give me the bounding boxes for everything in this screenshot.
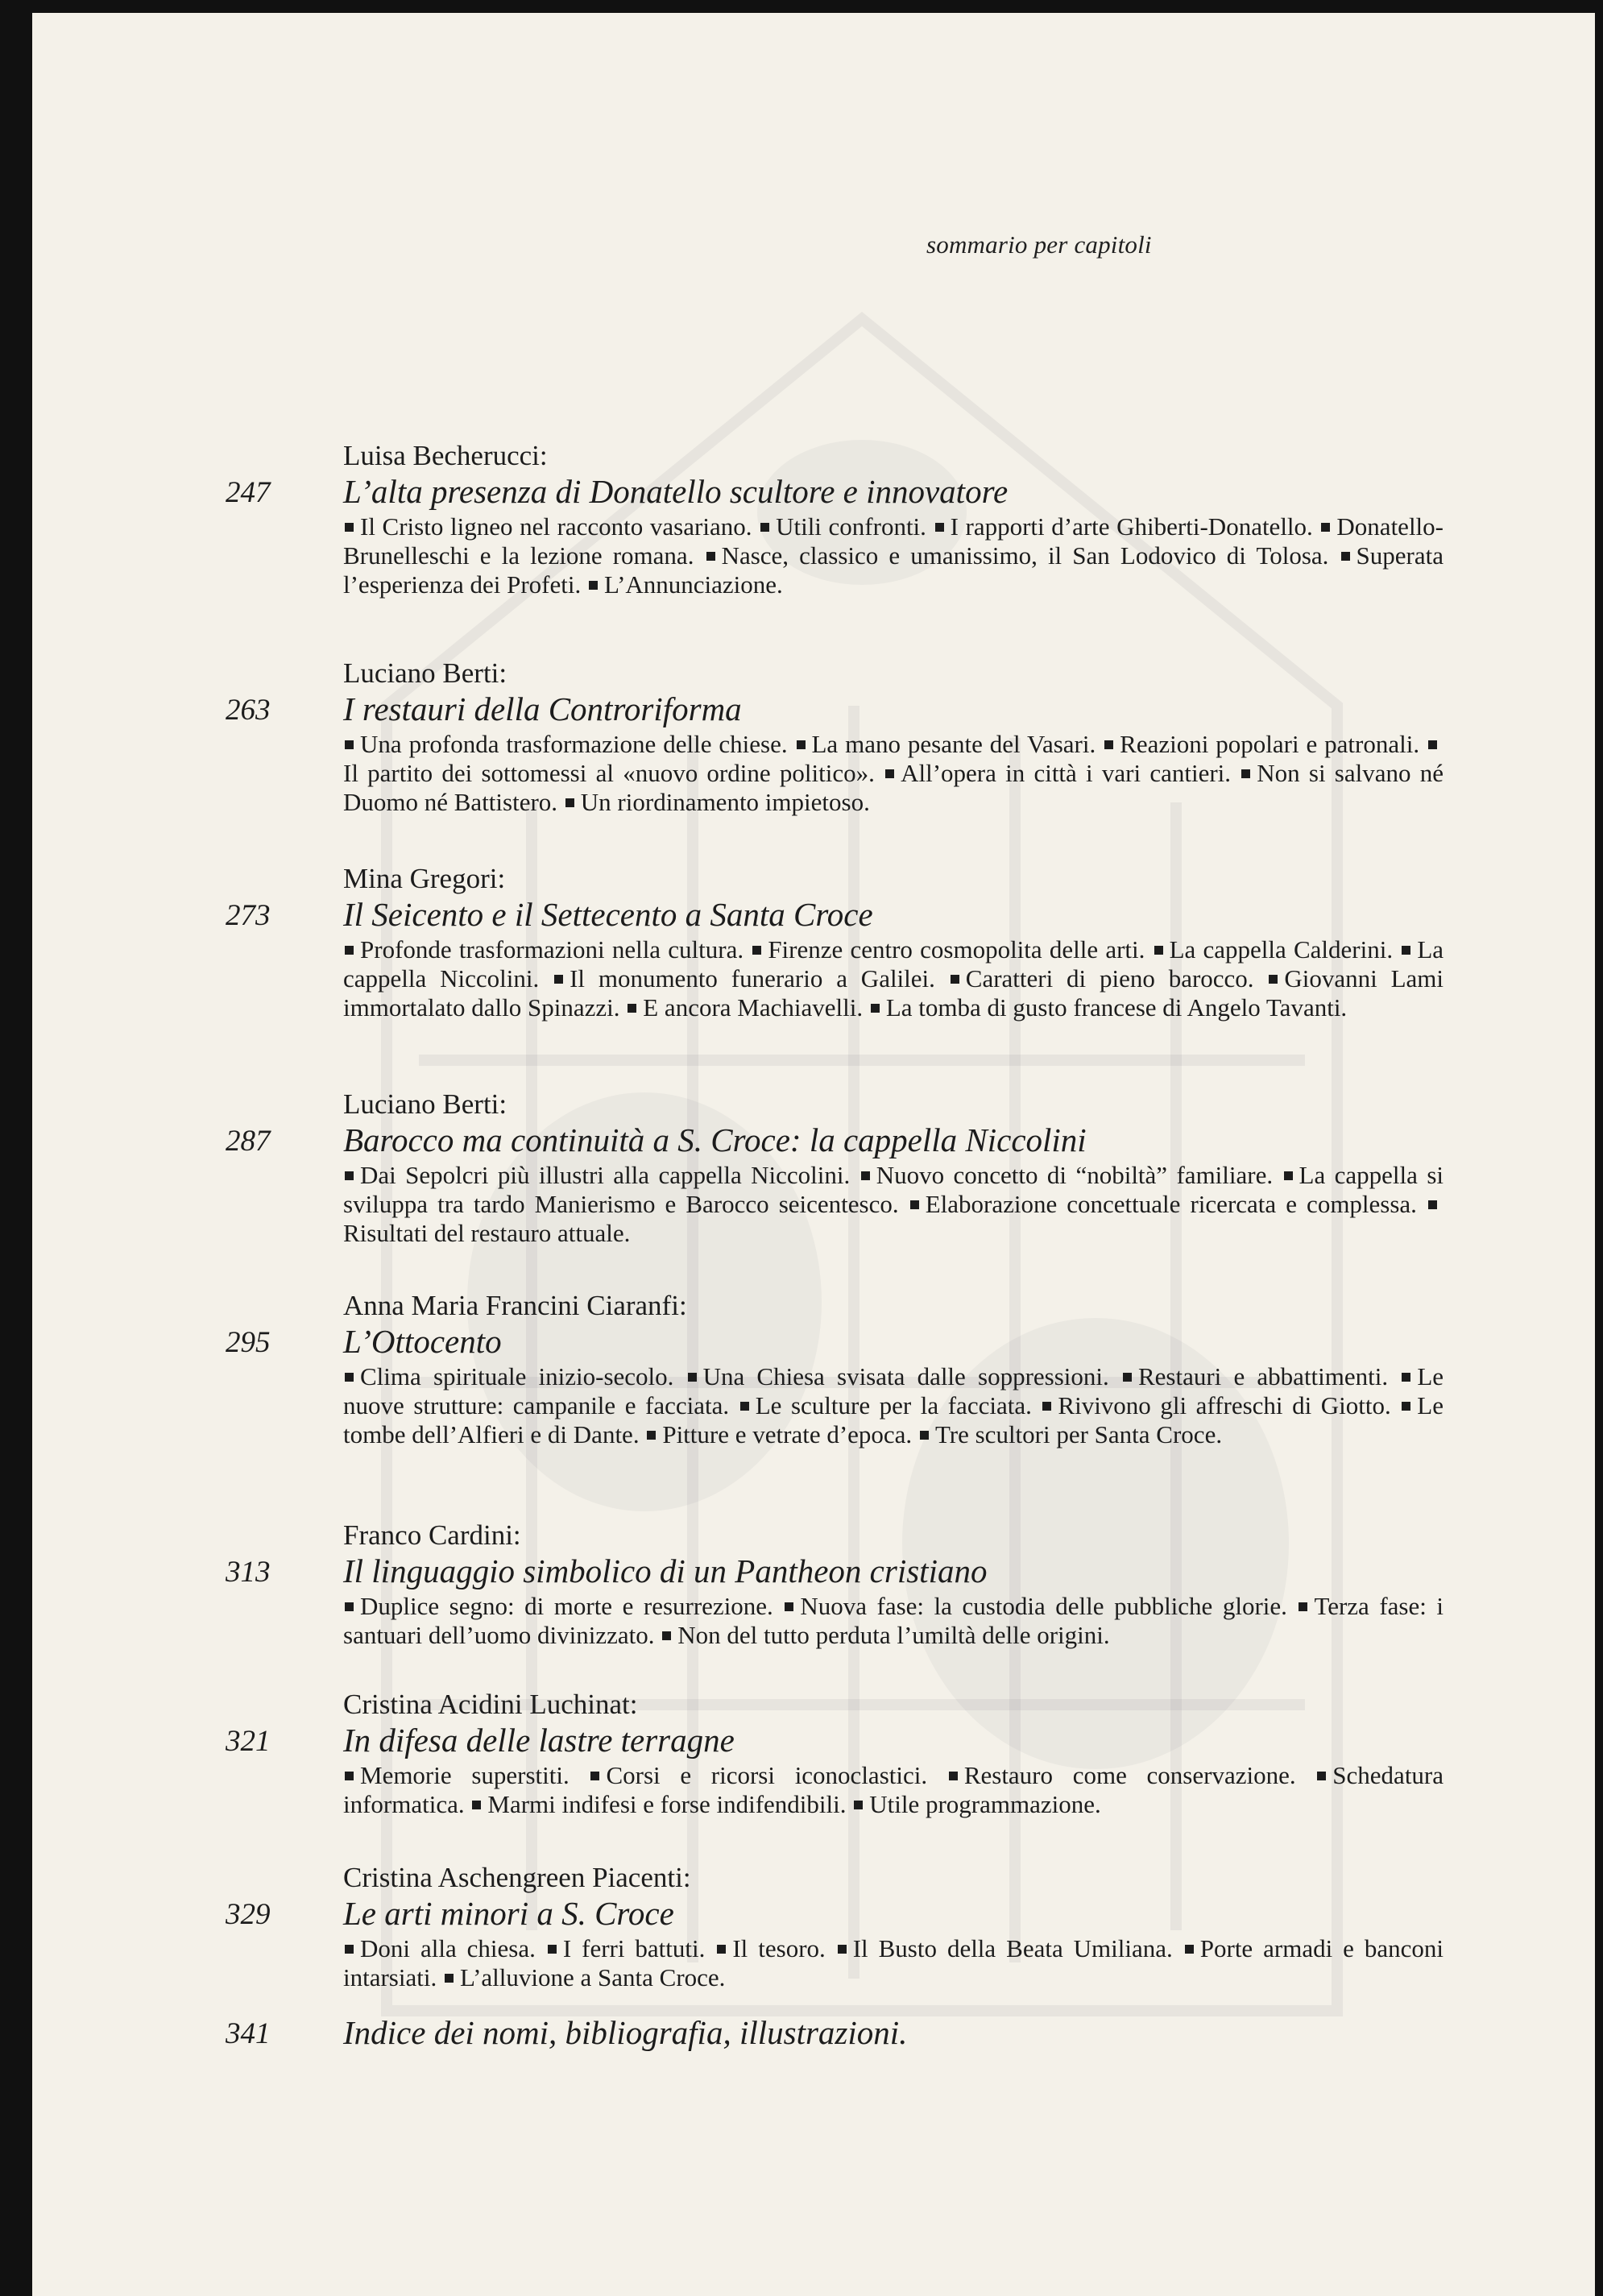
bullet-icon — [565, 798, 574, 807]
entry-summary — [343, 1362, 1444, 1449]
entry-topic: La cappella Calderini. — [1169, 935, 1394, 964]
bullet-icon — [951, 975, 959, 984]
entry-topic: Utile programmazione. — [869, 1790, 1101, 1818]
entry-topic: Marmi indifesi e forse indifendibili. — [487, 1790, 847, 1818]
entry-topic: Caratteri di pieno barocco. — [965, 964, 1254, 993]
bullet-icon — [797, 740, 806, 749]
entry-topic: Nuova fase: la custodia delle pubbliche glorie. — [800, 1592, 1287, 1620]
entry-topic: E ancora Machiavelli. — [643, 993, 864, 1022]
bullet-icon — [717, 1945, 726, 1954]
bullet-icon — [861, 1171, 870, 1180]
bullet-icon — [345, 740, 354, 749]
bullet-icon — [445, 1974, 454, 1983]
entry-topic: I rapporti d’arte Ghiberti-Donatello. — [950, 512, 1313, 541]
entry-title: Il linguaggio simbolico di un Pantheon cristiano — [343, 1552, 988, 1589]
entry-page-number: 321 — [226, 1725, 271, 1758]
entry-topic: Terza fase: i santuari dell’uomo divinizzato. — [343, 1592, 1444, 1649]
entry-topic: Il monumento funerario a Galilei. — [570, 964, 935, 993]
entry-topic: La tomba di gusto francese di Angelo Tavanti. — [885, 993, 1348, 1022]
bullet-icon — [1269, 975, 1278, 984]
entry-topic: Le sculture per la facciata. — [755, 1391, 1032, 1419]
bullet-icon — [554, 975, 563, 984]
bullet-icon — [345, 1945, 354, 1954]
bullet-icon — [935, 523, 944, 532]
bullet-icon — [688, 1373, 697, 1382]
bullet-icon — [345, 946, 354, 955]
entry-topic: Restauri e abbattimenti. — [1137, 1362, 1389, 1390]
entry-summary — [343, 1592, 1444, 1650]
entry-topic: Una profonda trasformazione delle chiese. — [360, 730, 788, 758]
entry-topic: La cappella si sviluppa tra tardo Manierismo e Barocco seicentesco. — [343, 1161, 1444, 1218]
entry-topic: L’alluvione a Santa Croce. — [459, 1963, 726, 1991]
toc-entry — [226, 440, 1444, 599]
bullet-icon — [472, 1801, 481, 1809]
toc-entry — [226, 863, 1444, 1022]
entry-author: Cristina Acidini Luchinat: — [343, 1689, 638, 1720]
bullet-icon — [910, 1200, 919, 1209]
entry-topic: Risultati del restauro attuale. — [343, 1219, 631, 1247]
entry-title-row — [226, 1121, 1444, 1158]
entry-title-row — [226, 1323, 1444, 1360]
entry-page-number: 313 — [226, 1556, 271, 1589]
bullet-icon — [1104, 740, 1113, 749]
entry-title: In difesa delle lastre terragne — [343, 1722, 735, 1759]
page-header: sommario per capitoli — [926, 230, 1152, 259]
entry-topic: Il partito dei sottomessi al «nuovo ordine politico». — [343, 759, 875, 787]
bullet-icon — [345, 1373, 354, 1382]
entry-summary — [343, 1761, 1444, 1819]
entry-title: I restauri della Controriforma — [343, 690, 742, 727]
entry-topic: Profonde trasformazioni nella cultura. — [360, 935, 744, 964]
entry-topic: Donatello-Brunelleschi e la lezione romana. — [343, 512, 1444, 570]
bullet-icon — [752, 946, 761, 955]
entry-topic: Memorie superstiti. — [360, 1761, 570, 1789]
bullet-icon — [628, 1004, 636, 1013]
entry-topic: Pitture e vetrate d’epoca. — [662, 1420, 913, 1448]
paper-sheet — [32, 13, 1595, 2296]
entry-title: Il Seicento e il Settecento a Santa Croce — [343, 896, 873, 933]
bullet-icon — [345, 1171, 354, 1180]
entry-author: Cristina Aschengreen Piacenti: — [343, 1862, 691, 1893]
bullet-icon — [1321, 523, 1330, 532]
bullet-icon — [785, 1602, 793, 1611]
entry-author: Franco Cardini: — [343, 1519, 521, 1551]
entry-title: Le arti minori a S. Croce — [343, 1895, 674, 1932]
entry-title-row — [226, 473, 1444, 510]
entry-topic: Le nuove strutture: campanile e facciata. — [343, 1362, 1444, 1419]
entry-title-row — [226, 2014, 1444, 2051]
entry-title-row — [226, 896, 1444, 933]
entry-title: L’Ottocento — [343, 1323, 502, 1360]
entry-topic: Nuovo concetto di “nobiltà” familiare. — [876, 1161, 1274, 1189]
bullet-icon — [1402, 946, 1410, 955]
entry-topic: Superata l’esperienza dei Profeti. — [343, 541, 1444, 599]
entry-page-number: 247 — [226, 476, 271, 509]
toc-entry — [226, 1088, 1444, 1248]
entry-title-row — [226, 1722, 1444, 1759]
entry-topic: La cappella Niccolini. — [343, 935, 1444, 993]
entry-topic: Clima spirituale inizio-secolo. — [360, 1362, 674, 1390]
bullet-icon — [760, 523, 769, 532]
bullet-icon — [1154, 946, 1163, 955]
bullet-icon — [854, 1801, 863, 1809]
bullet-icon — [1123, 1373, 1132, 1382]
entry-summary — [343, 1161, 1444, 1248]
bullet-icon — [1428, 740, 1437, 749]
bullet-icon — [871, 1004, 880, 1013]
entry-topic: Restauro come conservazione. — [963, 1761, 1296, 1789]
entry-topic: La mano pesante del Vasari. — [811, 730, 1096, 758]
entry-page-number: 273 — [226, 899, 271, 932]
toc-entry — [226, 1519, 1444, 1650]
entry-topic: Doni alla chiesa. — [360, 1934, 536, 1962]
entry-topic: Rivivono gli affreschi di Giotto. — [1058, 1391, 1391, 1419]
bullet-icon — [345, 523, 354, 532]
entry-author: Luciano Berti: — [343, 657, 507, 689]
entry-topic: Non del tutto perduta l’umiltà delle origini. — [677, 1621, 1110, 1649]
entry-topic: Dai Sepolcri più illustri alla cappella Niccolini. — [360, 1161, 851, 1189]
entry-summary — [343, 730, 1444, 817]
bullet-icon — [1284, 1171, 1293, 1180]
entry-author: Luisa Becherucci: — [343, 440, 548, 471]
bullet-icon — [590, 1772, 599, 1780]
entry-topic: Utili confronti. — [776, 512, 926, 541]
entry-page-number: 329 — [226, 1898, 271, 1931]
entry-title-row — [226, 690, 1444, 727]
entry-topic: Non si salvano né Duomo né Battistero. — [343, 759, 1444, 816]
bullet-icon — [1317, 1772, 1326, 1780]
bullet-icon — [548, 1945, 557, 1954]
entry-author: Mina Gregori: — [343, 863, 506, 894]
toc-entry — [226, 2014, 1444, 2051]
entry-topic: Il Cristo ligneo nel racconto vasariano. — [360, 512, 752, 541]
entry-topic: Firenze centro cosmopolita delle arti. — [768, 935, 1145, 964]
entry-topic: L’Annunciazione. — [603, 570, 783, 599]
bullet-icon — [740, 1402, 749, 1411]
entry-title: Barocco ma continuità a S. Croce: la cappella Niccolini — [343, 1121, 1087, 1158]
entry-page-number: 263 — [226, 694, 271, 727]
entry-page-number: 341 — [226, 2017, 271, 2050]
entry-author: Anna Maria Francini Ciaranfi: — [343, 1290, 687, 1321]
entry-topic: Il Busto della Beata Umiliana. — [852, 1934, 1173, 1962]
entry-topic: Le tombe dell’Alfieri e di Dante. — [343, 1391, 1444, 1448]
bullet-icon — [1241, 769, 1250, 778]
entry-topic: Corsi e ricorsi iconoclastici. — [606, 1761, 928, 1789]
bullet-icon — [706, 552, 715, 561]
entry-topic: Un riordinamento impietoso. — [580, 788, 870, 816]
bullet-icon — [345, 1602, 354, 1611]
bullet-icon — [949, 1772, 958, 1780]
entry-topic: Nasce, classico e umanissimo, il San Lodovico di Tolosa. — [721, 541, 1329, 570]
entry-topic: Porte armadi e banconi intarsiati. — [343, 1934, 1444, 1991]
entry-topic: Elaborazione concettuale ricercata e complessa. — [925, 1190, 1417, 1218]
bullet-icon — [589, 581, 598, 590]
bullet-icon — [647, 1431, 656, 1440]
entry-author: Luciano Berti: — [343, 1088, 507, 1120]
entry-summary — [343, 512, 1444, 599]
toc-entry — [226, 657, 1444, 817]
bullet-icon — [1428, 1200, 1437, 1209]
entry-title-row — [226, 1895, 1444, 1932]
entry-topic: I ferri battuti. — [562, 1934, 706, 1962]
toc-entry — [226, 1290, 1444, 1449]
toc-entry — [226, 1689, 1444, 1819]
entry-page-number: 287 — [226, 1125, 271, 1158]
entry-page-number: 295 — [226, 1326, 271, 1359]
bullet-icon — [662, 1631, 671, 1640]
entry-title: Indice dei nomi, bibliografia, illustrazioni. — [343, 2014, 908, 2051]
toc-entry — [226, 1862, 1444, 1992]
entry-topic: Schedatura informatica. — [343, 1761, 1444, 1818]
entry-topic: All’opera in città i vari cantieri. — [901, 759, 1232, 787]
entry-topic: Il tesoro. — [732, 1934, 826, 1962]
entry-topic: Reazioni popolari e patronali. — [1120, 730, 1420, 758]
entry-topic: Duplice segno: di morte e resurrezione. — [360, 1592, 773, 1620]
entry-title-row — [226, 1552, 1444, 1589]
entry-topic: Tre scultori per Santa Croce. — [934, 1420, 1223, 1448]
bullet-icon — [1402, 1402, 1410, 1411]
entry-title: L’alta presenza di Donatello scultore e innovatore — [343, 473, 1009, 510]
entry-summary — [343, 1934, 1444, 1992]
bullet-icon — [885, 769, 894, 778]
bullet-icon — [1402, 1373, 1410, 1382]
bullet-icon — [1185, 1945, 1194, 1954]
entry-topic: Una Chiesa svisata dalle soppressioni. — [702, 1362, 1109, 1390]
bullet-icon — [1299, 1602, 1307, 1611]
bullet-icon — [1042, 1402, 1051, 1411]
bullet-icon — [345, 1772, 354, 1780]
entry-summary — [343, 935, 1444, 1022]
entry-topic: Giovanni Lami immortalato dallo Spinazzi. — [343, 964, 1444, 1022]
bullet-icon — [838, 1945, 847, 1954]
bullet-icon — [1341, 552, 1350, 561]
bullet-icon — [920, 1431, 929, 1440]
